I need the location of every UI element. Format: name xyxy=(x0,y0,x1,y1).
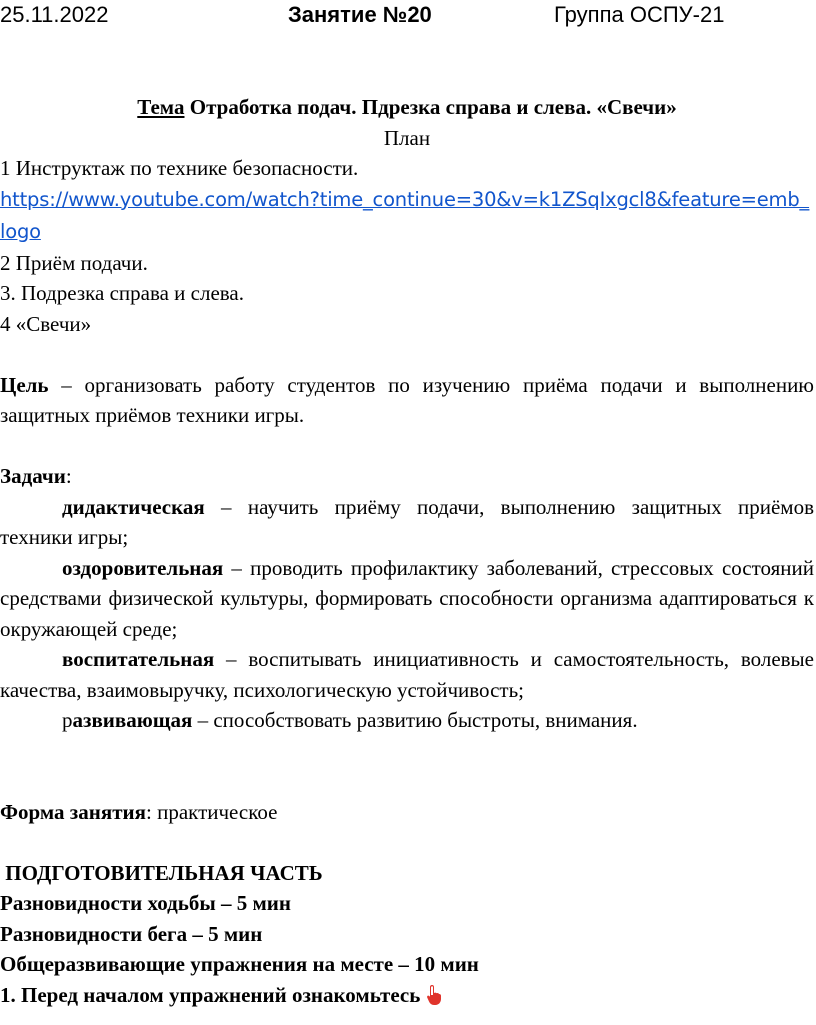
prep-walking: Разновидности ходьбы – 5 мин xyxy=(0,891,291,915)
prep-running: Разновидности бега – 5 мин xyxy=(0,921,263,946)
task-didactic xyxy=(0,492,814,553)
task-upbringing xyxy=(0,644,814,705)
prep-step-1 xyxy=(0,980,814,1011)
topic-line xyxy=(0,92,814,123)
document-body xyxy=(0,92,814,1010)
task-didactic-text: – научить приёму подачи, выполнению защитных приёмов техники игры; xyxy=(0,494,814,549)
task-health-label: оздоровительная xyxy=(62,555,224,580)
pointing-finger-icon xyxy=(426,984,442,1006)
task-upbringing-text: – воспитывать инициативность и самостоятельность, волевые качества, взаимовыручку, психологическую устойчивость; xyxy=(0,647,814,702)
goal-paragraph xyxy=(0,370,814,431)
prep-exercises: Общеразвивающие упражнения на месте – 10 мин xyxy=(0,952,479,976)
tasks-heading xyxy=(0,461,814,492)
tasks-label: Задачи xyxy=(0,464,66,488)
task-didactic-label: дидактическая xyxy=(62,494,205,519)
group-name: Группа ОСПУ-21 xyxy=(554,2,725,27)
plan-item-3: 3. Подрезка справа и слева. xyxy=(0,281,244,305)
plan-item-2: 2 Приём подачи. xyxy=(0,250,148,275)
plan-item-4: 4 «Свечи» xyxy=(0,311,92,336)
lesson-form xyxy=(0,797,814,828)
topic-title: Отработка подач. Пдрезка справа и слева. «Свечи» xyxy=(184,95,677,119)
task-developing xyxy=(0,705,814,736)
lesson-form-text: : практическое xyxy=(146,799,278,824)
plan-heading: План xyxy=(383,125,431,150)
lesson-form-label: Форма занятия xyxy=(0,799,146,824)
spacer xyxy=(0,827,814,858)
safety-video-link[interactable]: https://www.youtube.com/watch?time_continue=30&v=k1ZSqIxgcl8&feature=emb_logo xyxy=(0,187,810,243)
lesson-number: Занятие №20 xyxy=(288,2,432,27)
task-developing-text: – способствовать развитию быстроты, внимания. xyxy=(192,708,638,732)
spacer xyxy=(0,736,814,797)
task-health-text: – проводить профилактику заболеваний, стрессовых состояний средствами физической культуры, формировать способности организма адаптироваться к окружающей среде; xyxy=(0,555,814,641)
task-developing-prefix: р xyxy=(62,708,73,732)
goal-text: – организовать работу студентов по изучению приёма подачи и выполнению защитных приёмов техники игры. xyxy=(0,372,814,427)
plan-item-1: 1 Инструктаж по технике безопасности. xyxy=(0,156,359,180)
spacer xyxy=(0,339,814,370)
goal-label: Цель xyxy=(0,372,49,397)
document-header xyxy=(0,2,816,32)
lesson-date: 25.11.2022 xyxy=(0,2,109,27)
topic-label: Тема xyxy=(137,95,185,119)
spacer xyxy=(0,431,814,462)
prep-step-1-text: 1. Перед началом упражнений ознакомьтесь xyxy=(0,982,421,1007)
task-developing-label: азвивающая xyxy=(72,708,193,732)
tasks-colon: : xyxy=(65,464,72,488)
task-health xyxy=(0,553,814,645)
prep-heading: ПОДГОТОВИТЕЛЬНАЯ ЧАСТЬ xyxy=(0,860,323,885)
task-upbringing-label: воспитательная xyxy=(62,647,215,671)
